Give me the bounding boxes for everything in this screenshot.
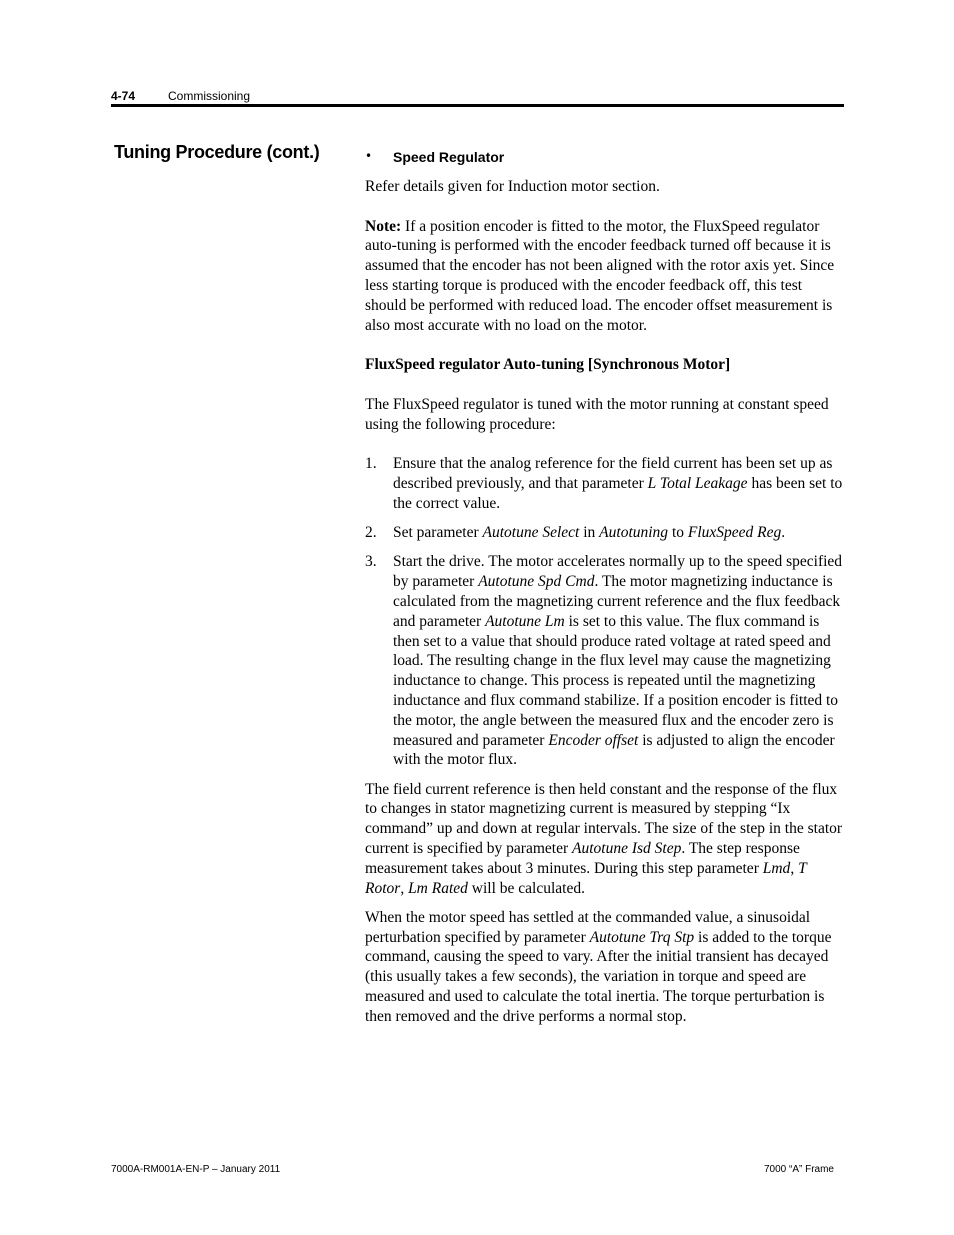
param-name: Autotune Lm: [485, 612, 565, 630]
main-content: [365, 147, 843, 1046]
note-paragraph: [365, 217, 843, 336]
param-name: L Total Leakage: [647, 474, 748, 492]
param-name: T Rotor: [365, 859, 807, 897]
step-item: [365, 552, 843, 770]
section-name: Commissioning: [168, 89, 251, 103]
field-current-paragraph: [365, 780, 843, 899]
subheading: FluxSpeed regulator Auto-tuning [Synchronous Motor]: [365, 356, 731, 374]
note-label: Note:: [365, 217, 402, 235]
step-number: 2.: [365, 524, 377, 542]
step-item: [365, 454, 843, 513]
step-text: in: [579, 524, 600, 542]
step-text: is set to this value. The flux command is then set to a value that should produce rated voltage at rated speed and load. The resulting change in the flux level may cause the magnetizing inductance to change. This process is repeated until the magnetizing inductance and flux command stabilize. If a position encoder is fitted to the motor, the angle between the measured flux and the encoder zero is measured and parameter: [393, 612, 839, 749]
bullet-item: [365, 147, 843, 169]
para-text: ,: [400, 879, 409, 897]
param-name: Autotune Select: [482, 524, 580, 542]
step-number: 1.: [365, 455, 377, 473]
para-text: The field current reference is then held constant and the response of the flux to changes in stator magnetizing current is measured by stepping “Ix command” up and down at regular intervals. The size of the step in the stator current is specified by parameter: [365, 780, 843, 857]
param-name: Autotune Spd Cmd: [478, 573, 595, 591]
bullet-label: Speed Regulator: [393, 149, 505, 165]
step-text: . The motor magnetizing inductance is calculated from the magnetizing current reference and the flux feedback and parameter: [393, 573, 841, 630]
step-item: [365, 523, 843, 543]
footer-doc-id: 7000A-RM001A-EN-P – January 2011: [111, 1164, 281, 1175]
param-name: Lmd: [762, 859, 791, 877]
para-text: . The step response measurement takes about 3 minutes. During this step parameter: [365, 840, 800, 877]
step-text: has been set to the correct value.: [393, 474, 843, 512]
bullet-icon: •: [365, 149, 373, 163]
intro-paragraph: Refer details given for Induction motor section.: [365, 178, 660, 195]
param-name: Lm Rated: [408, 879, 468, 897]
step-text: Set parameter: [393, 524, 483, 542]
param-name: FluxSpeed Reg: [687, 524, 782, 542]
step-text: is adjusted to align the encoder with the motor flux.: [393, 731, 835, 769]
step-text: .: [781, 524, 786, 542]
step-number: 3.: [365, 553, 377, 571]
para-text: is added to the torque command, causing the speed to vary. After the initial transient has decayed (this usually takes a few seconds), the variation in torque and speed are measured and used to calculate the total inertia. The torque perturbation is then removed and the drive performs a normal stop.: [365, 928, 832, 1025]
param-name: Autotune Isd Step: [572, 840, 682, 857]
step-text: to: [668, 524, 688, 542]
param-name: Autotune Trq Stp: [589, 928, 695, 946]
page-number: 4-74: [111, 89, 136, 103]
footer-product: 7000 “A” Frame: [763, 1164, 834, 1175]
para-text: ,: [790, 859, 799, 877]
note-text: If a position encoder is fitted to the motor, the FluxSpeed regulator auto-tuning is performed with the encoder feedback turned off because it is assumed that the encoder has not been aligned with the rotor axis yet. Since less starting torque is produced with the encoder feedback off, this test should be performed with reduced load. The encoder offset measurement is also most accurate with no load on the motor.: [365, 217, 835, 334]
speed-paragraph: [365, 908, 843, 1027]
header-rule: [111, 104, 844, 107]
procedure-steps: [365, 454, 843, 770]
step-text: Start the drive. The motor accelerates normally up to the speed specified by parameter: [393, 553, 843, 591]
param-name: Encoder offset: [548, 731, 639, 749]
step-text: Ensure that the analog reference for the field current has been set up as described previously, and that parameter: [393, 455, 833, 492]
sidebar-title: Tuning Procedure (cont.): [114, 142, 320, 162]
param-name: Autotuning: [599, 524, 669, 542]
para-text: will be calculated.: [467, 879, 585, 897]
para-text: When the motor speed has settled at the commanded value, a sinusoidal perturbation specified by parameter: [365, 908, 811, 946]
procedure-intro: The FluxSpeed regulator is tuned with the motor running at constant speed using the following procedure:: [365, 395, 829, 433]
